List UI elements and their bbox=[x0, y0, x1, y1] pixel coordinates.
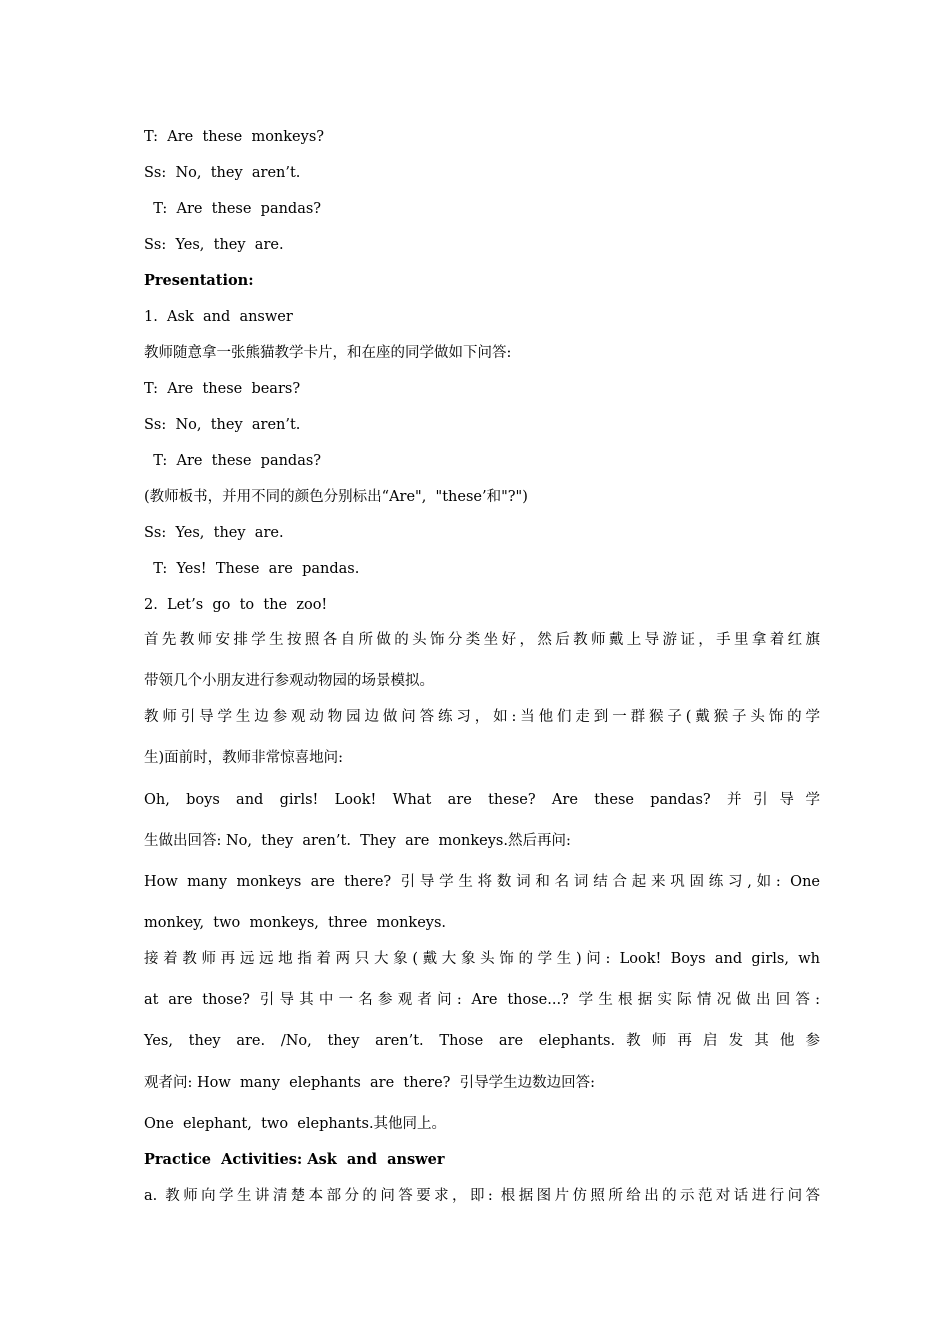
text-line: T: Are these monkeys? bbox=[144, 129, 325, 145]
text-line: Ss: Yes, they are. bbox=[144, 237, 284, 253]
text-line: Ss: No, they aren’t. bbox=[144, 417, 301, 433]
text-line: T: Are these pandas? bbox=[144, 453, 322, 469]
text-line: monkey, two monkeys, three monkeys. bbox=[144, 915, 447, 931]
text-line: How many monkeys are there? 引导学生将数词和名词结合起来巩固练习,如: One bbox=[144, 874, 820, 890]
section-heading: Practice Activities: Ask and answer bbox=[144, 1151, 445, 1168]
text-line: 生做出回答: No, they aren’t. They are monkeys.然后再问: bbox=[144, 833, 571, 849]
text-line: T: Yes! These are pandas. bbox=[144, 561, 360, 577]
text-line: Ss: Yes, they are. bbox=[144, 525, 284, 541]
text-line: 1. Ask and answer bbox=[144, 309, 293, 325]
section-heading: Presentation: bbox=[144, 272, 254, 289]
text-line: 观者问: How many elephants are there? 引导学生边数边回答: bbox=[144, 1075, 596, 1091]
text-line: 带领几个小朋友进行参观动物园的场景模拟。 bbox=[144, 673, 434, 689]
text-line: at are those? 引导其中一名参观者问: Are those...? 学生根据实际情况做出回答: bbox=[144, 992, 820, 1008]
text-line: One elephant, two elephants.其他同上。 bbox=[144, 1116, 447, 1132]
text-line: 生)面前时，教师非常惊喜地问: bbox=[144, 750, 344, 766]
text-line: T: Are these bears? bbox=[144, 381, 301, 397]
text-line: 接着教师再远远地指着两只大象(戴大象头饰的学生)问: Look! Boys and girls, wh bbox=[144, 951, 820, 967]
text-line: (教师板书，并用不同的颜色分别标出“Are", "these’和"?") bbox=[144, 489, 528, 505]
text-line: Oh, boys and girls! Look! What are these? Are these pandas? 并引导学 bbox=[144, 792, 820, 808]
text-line: Yes, they are. /No, they aren’t. Those are elephants.教师再启发其他参 bbox=[144, 1033, 820, 1049]
text-line: 2. Let’s go to the zoo! bbox=[144, 597, 328, 613]
text-line: T: Are these pandas? bbox=[144, 201, 322, 217]
text-line: 教师随意拿一张熊猫教学卡片，和在座的同学做如下问答: bbox=[144, 345, 512, 361]
text-line: a. 教师向学生讲清楚本部分的问答要求，即: 根据图片仿照所给出的示范对话进行问答 bbox=[144, 1188, 820, 1204]
text-line: 教师引导学生边参观动物园边做问答练习，如:当他们走到一群猴子(戴猴子头饰的学 bbox=[144, 709, 820, 725]
text-line: Ss: No, they aren’t. bbox=[144, 165, 301, 181]
text-line: 首先教师安排学生按照各自所做的头饰分类坐好，然后教师戴上导游证，手里拿着红旗 bbox=[144, 632, 820, 648]
